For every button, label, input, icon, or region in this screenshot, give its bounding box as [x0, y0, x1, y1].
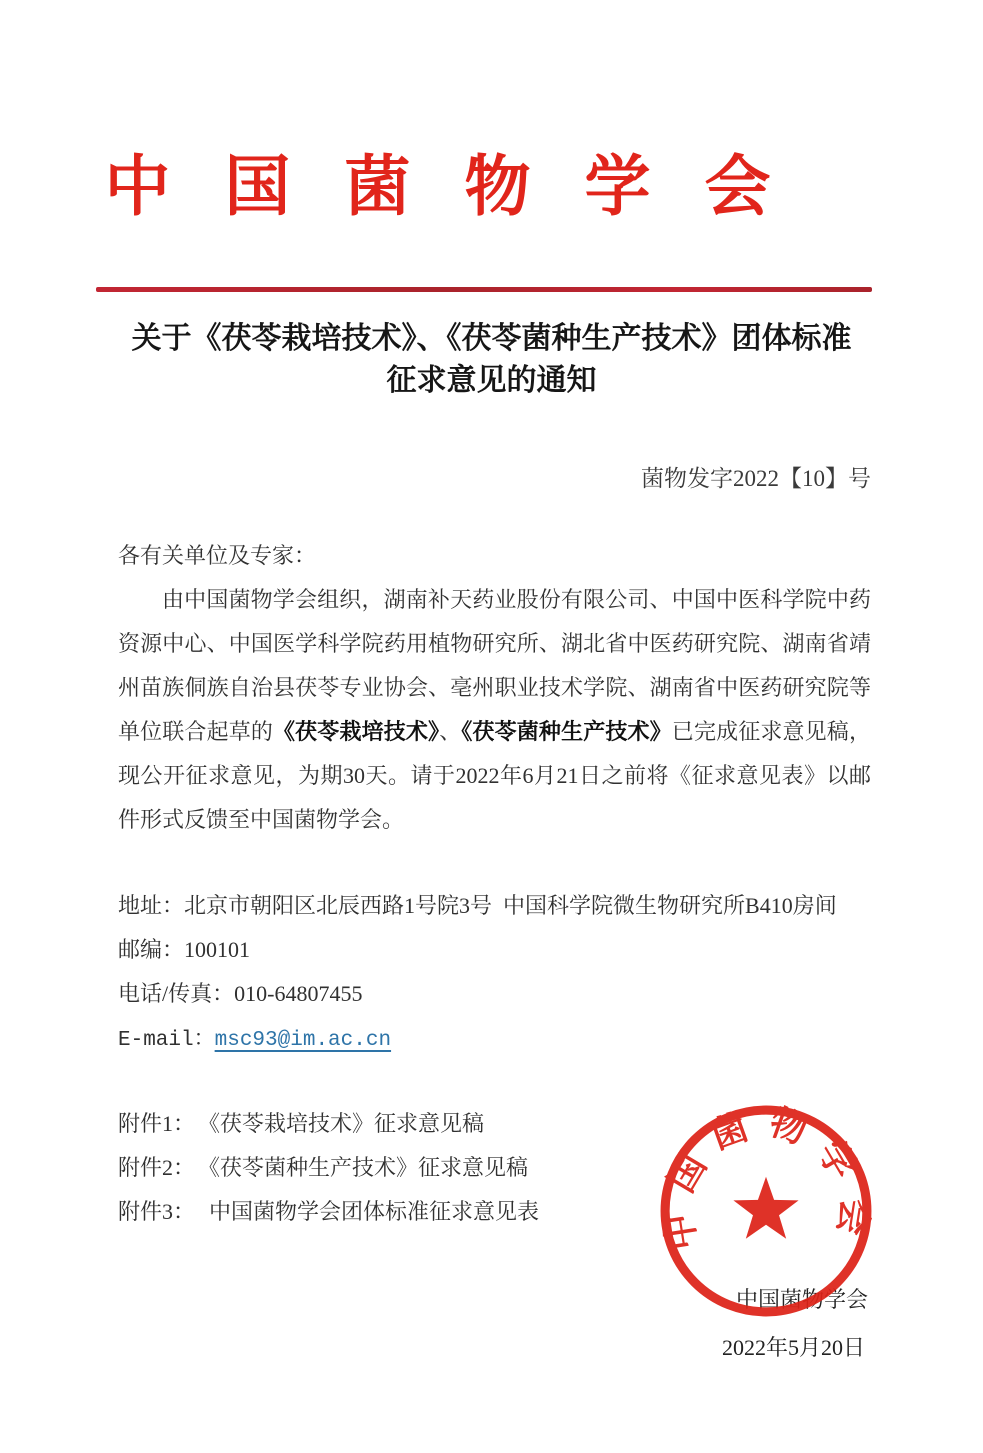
email-link[interactable]: msc93@im.ac.cn — [214, 1029, 392, 1052]
notice-title — [60, 318, 923, 402]
attachment-3-label: 附件3： — [118, 1199, 196, 1224]
phone-label: 电话/传真： — [118, 981, 235, 1006]
email-label: E-mail： — [118, 1029, 215, 1052]
attachment-1-label: 附件1： — [118, 1111, 196, 1136]
email-line — [118, 1016, 871, 1063]
phone-line — [118, 972, 871, 1016]
org-letterhead — [0, 152, 983, 225]
title-separator: 、 — [439, 719, 462, 744]
attachment-3-text: 中国菌物学会团体标准征求意见表 — [209, 1199, 540, 1224]
attachments-block — [118, 1102, 871, 1234]
body-segment-after: 已完成征求意见稿，现公开征求意见，为期30天。请于2022年6月21日之前将《征求意见表》以邮件形式反馈至中国菌物学会。 — [118, 719, 871, 832]
salutation: 各有关单位及专家： — [118, 543, 317, 568]
attachment-1-text: 《茯苓栽培技术》征求意见稿 — [209, 1111, 485, 1136]
address-line — [118, 884, 871, 928]
postcode-label: 邮编： — [118, 937, 185, 962]
attachment-2-label: 附件2： — [118, 1155, 196, 1180]
attachment-item-1 — [118, 1102, 871, 1146]
seal-arc-text: 中国菌物学会 — [656, 1101, 876, 1253]
issuer-signature: 中国菌物学会 — [735, 1287, 868, 1312]
postcode-line — [118, 928, 871, 972]
notice-body — [118, 534, 871, 1234]
doc-number: 菌物发字2022【10】号 — [641, 466, 871, 491]
address-label: 地址： — [118, 893, 185, 918]
attachment-item-3 — [118, 1190, 871, 1234]
contact-block — [118, 884, 871, 1063]
letterhead-divider — [96, 287, 872, 292]
address-value: 北京市朝阳区北辰西路1号院3号 中国科学院微生物研究所B410房间 — [184, 893, 837, 918]
standard-title-1: 《茯苓栽培技术》 — [273, 719, 440, 744]
issue-date: 2022年5月20日 — [721, 1335, 865, 1360]
attachment-2-text: 《茯苓菌种生产技术》征求意见稿 — [209, 1155, 529, 1180]
attachment-item-2 — [118, 1146, 871, 1190]
body-segment-before: 由中国菌物学会组织，湖南补天药业股份有限公司、中国中医科学院中药资源中心、中国医学科学院药用植物研究所、湖北省中医药研究院、湖南省靖州苗族侗族自治县茯苓专业协会、亳州职业技术学院、湖南省中医药研究院等单位联合起草的 — [118, 587, 871, 744]
body-paragraph — [118, 578, 871, 842]
postcode-value: 100101 — [184, 937, 251, 962]
org-letterhead-text: 中国菌物学会 — [104, 151, 825, 224]
phone-value: 010-64807455 — [234, 981, 363, 1006]
notice-title-line1: 关于《茯苓栽培技术》、《茯苓菌种生产技术》团体标准 — [131, 322, 852, 355]
notice-title-line2: 征求意见的通知 — [386, 364, 597, 397]
standard-title-2: 《茯苓菌种生产技术》 — [461, 719, 672, 744]
